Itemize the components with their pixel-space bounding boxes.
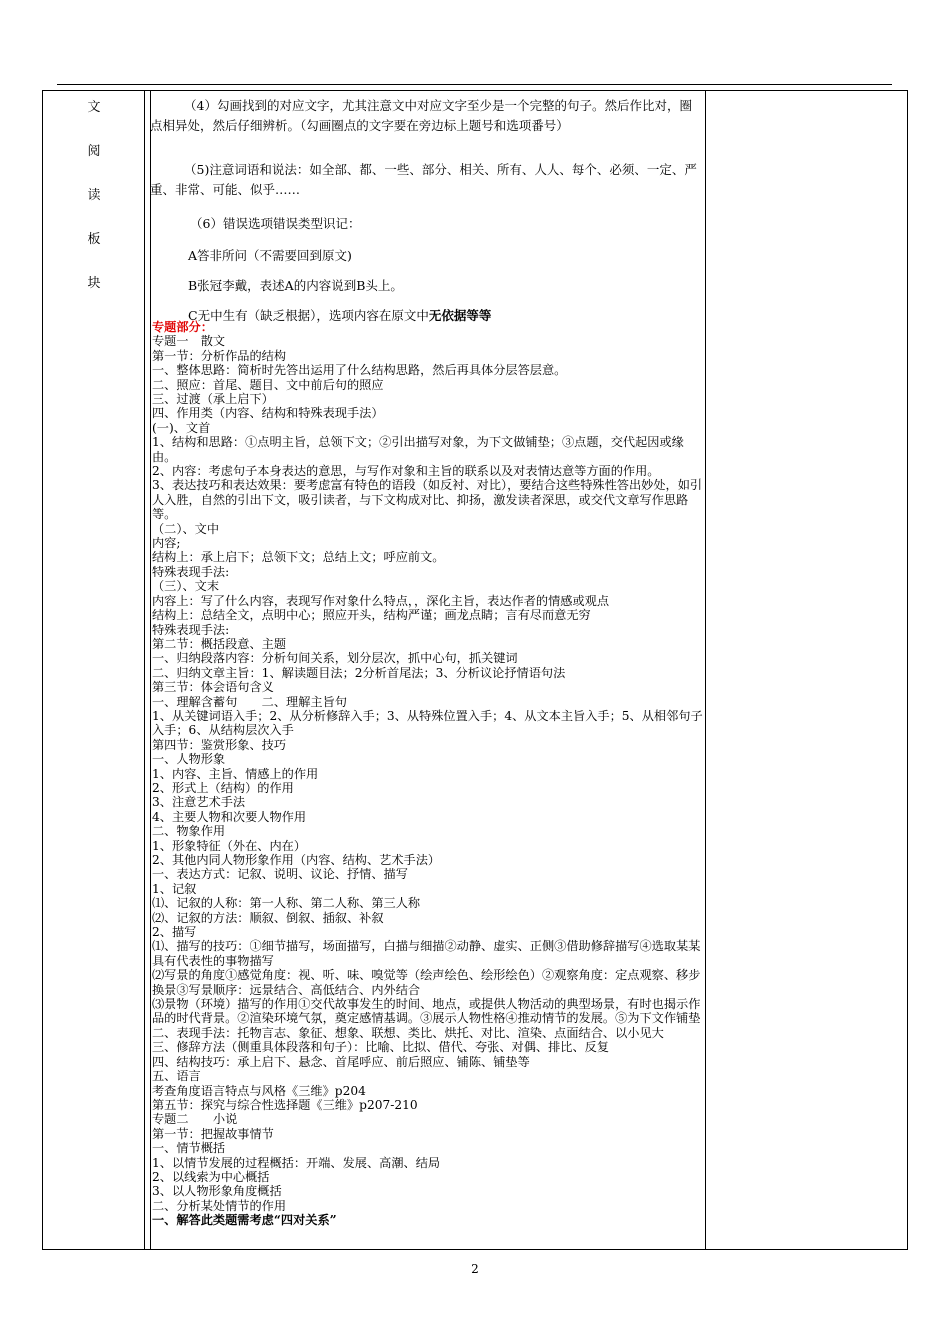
topic-line: 第一节：分析作品的结构 <box>152 348 287 363</box>
topic-line: 第四节：鉴赏形象、技巧 <box>152 737 287 752</box>
topic-line: （二）、文中 <box>152 521 220 536</box>
side-label-char: 板 <box>87 232 101 247</box>
topic-line: ⑵写景的角度①感觉角度：视、听、味、嗅觉等（绘声绘色、绘形绘色）②观察角度：定点观察、移步换景③写景顺序：远景结合、高低结合、内外结合 <box>152 968 701 997</box>
topic-line: 内容上：写了什么内容，表现写作对象什么特点，，深化主旨，表达作者的情感或观点 <box>152 593 610 608</box>
side-label-char: 块 <box>87 276 101 291</box>
topic-line: 四、结构技巧：承上启下、悬念、首尾呼应、前后照应、铺陈、铺垫等 <box>152 1054 530 1069</box>
topic-line: 一、理解含蓄句 二、理解主旨句 <box>152 694 347 709</box>
topic-line: 结构上：总结全文，点明中心；照应开头，结构严谨；画龙点睛；言有尽而意无穷 <box>152 608 591 623</box>
topic-line: 三、修辞方法（侧重具体段落和句子）：比喻、比拟、借代、夸张、对偶、排比、反复 <box>152 1040 610 1055</box>
topic-line: 第一节：把握故事情节 <box>152 1126 274 1141</box>
tip-4: （4）勾画找到的对应文字，尤其注意文中对应文字至少是一个完整的句子。然后作比对，圈点相异处，然后仔细辨析。（勾画圈点的文字要在旁边标上题号和选项番号） <box>150 98 692 133</box>
special-topics <box>152 320 704 1228</box>
reading-tips <box>150 96 702 326</box>
tip-6: （6）错误选项错误类型识记： <box>190 216 361 231</box>
special-title: 专题部分： <box>152 320 213 334</box>
topic-line: 专题二 小说 <box>152 1112 238 1127</box>
topic-line: 特殊表现手法: <box>152 564 230 579</box>
side-label <box>82 98 106 318</box>
topic-line: ⑴、描写的技巧：①细节描写，场面描写，白描与细描②动静、虚实、正侧③借助修辞描写④选取某某具有代表性的事物描写 <box>152 939 701 968</box>
topic-line: 第三节：体会语句含义 <box>152 680 274 695</box>
topic-line: 二、照应：首尾、题目、文中前后句的照应 <box>152 377 384 392</box>
topic-line: 一、归纳段落内容：分析句间关系，划分层次，抓中心句，抓关键词 <box>152 651 518 666</box>
topic-line: 1、从关键词语入手；2、从分析修辞入手；3、从特殊位置入手；4、从文本主旨入手；5、从相邻句子入手；6、从结构层次入手 <box>152 708 703 738</box>
topic-line: 一、整体思路：简析时先答出运用了什么结构思路，然后再具体分层答层意。 <box>152 363 567 378</box>
side-label-char: 读 <box>87 188 101 203</box>
topic-line: 2、形式上（结构）的作用 <box>152 780 294 795</box>
topic-line: 1、形象特征（外在、内在） <box>152 838 307 853</box>
topic-line: 2、其他内同人物形象作用（内容、结构、艺术手法） <box>152 853 441 868</box>
topic-line: 2、内容：考虑句子本身表达的意思，与写作对象和主旨的联系以及对表情达意等方面的作用。 <box>152 464 660 479</box>
topic-line: 一、情节概括 <box>152 1141 226 1156</box>
topic-line: 2、描写 <box>152 925 197 940</box>
tip-a: A答非所问（不需要回到原文) <box>188 248 352 263</box>
topic-line: 2、以线索为中心概括 <box>152 1169 270 1184</box>
topic-line: 二、分析某处情节的作用 <box>152 1198 287 1213</box>
column-divider <box>144 90 145 1250</box>
column-divider <box>705 90 706 1250</box>
topic-line: 4、主要人物和次要人物作用 <box>152 809 307 824</box>
topic-line: 结构上：承上启下；总领下文；总结上文；呼应前文。 <box>152 550 445 565</box>
topic-line: 内容; <box>152 536 181 551</box>
topic-line-bold: 一、解答此类题需考虑“四对关系” <box>152 1213 337 1228</box>
tip-c-bold: 无依据等等 <box>428 308 492 323</box>
topic-line: 二、归纳文章主旨：1、解读题目法；2分析首尾法；3、分析议论抒情语句法 <box>152 665 566 680</box>
header-rule <box>57 84 892 85</box>
topic-line: 1、以情节发展的过程概括：开端、发展、高潮、结局 <box>152 1155 441 1170</box>
topic-line: 二、表现手法：托物言志、象征、想象、联想、类比、烘托、对比、渲染、点面结合、以小见大 <box>152 1025 664 1040</box>
topic-line: 一、人物形象 <box>152 752 226 767</box>
topic-line: （三）、文末 <box>152 579 220 594</box>
topic-line: 一、表达方式：记叙、说明、议论、抒情、描写 <box>152 867 408 882</box>
topic-lines <box>152 334 704 1213</box>
topic-line: 第五节：探究与综合性选择题《三维》p207-210 <box>152 1097 418 1112</box>
topic-line: 第二节：概括段意、主题 <box>152 636 287 651</box>
topic-line: ⑴、记叙的人称：第一人称、第二人称、第三人称 <box>152 896 421 911</box>
tip-5: （5)注意词语和说法：如全部、都、一些、部分、相关、所有、人人、每个、必须、一定、严重、非常、可能、似乎…… <box>150 162 697 197</box>
topic-line: 考查角度语言特点与风格《三维》p204 <box>152 1083 366 1098</box>
topic-line: 特殊表现手法: <box>152 622 230 637</box>
topic-line: 三、过渡（承上启下） <box>152 392 274 407</box>
topic-line: 专题一 散文 <box>152 334 226 349</box>
topic-line: 五、语言 <box>152 1069 201 1084</box>
topic-line: 1、记叙 <box>152 881 197 896</box>
topic-line: (一)、文首 <box>152 420 211 435</box>
topic-line: 四、作用类（内容、结构和特殊表现手法） <box>152 406 384 421</box>
topic-line: 3、表达技巧和表达效果：要考虑富有特色的语段（如反衬、对比），要结合这些特殊性答出妙处，如引人入胜，自然的引出下文，吸引读者，与下文构成对比、抑扬，激发读者深思，或交代文章写作思路等。 <box>152 478 703 522</box>
topic-line: 3、注意艺术手法 <box>152 795 246 810</box>
tip-c-text: C无中生有（缺乏根据），选项内容在原文中 <box>188 308 429 323</box>
side-label-char: 阅 <box>87 144 101 159</box>
page-number: 2 <box>471 1262 479 1276</box>
topic-line: 1、结构和思路：①点明主旨，总领下文；②引出描写对象，为下文做铺垫；③点题，交代起因或缘由。 <box>152 435 684 464</box>
side-label-char: 文 <box>87 100 101 115</box>
tip-b: B张冠李戴，表述A的内容说到B头上。 <box>188 278 403 293</box>
topic-line: 二、物象作用 <box>152 824 226 839</box>
topic-line: ⑶景物（环境）描写的作用①交代故事发生的时间、地点，或提供人物活动的典型场景，有时也揭示作品的时代背景。②渲染环境气氛，奠定感情基调。③展示人物性格④推动情节的发展。⑤为下文作铺垫 <box>152 997 701 1026</box>
topic-line: ⑵、记叙的方法：顺叙、倒叙、插叙、补叙 <box>152 910 384 925</box>
topic-line: 1、内容、主旨、情感上的作用 <box>152 766 319 781</box>
topic-line: 3、以人物形象角度概括 <box>152 1184 282 1199</box>
